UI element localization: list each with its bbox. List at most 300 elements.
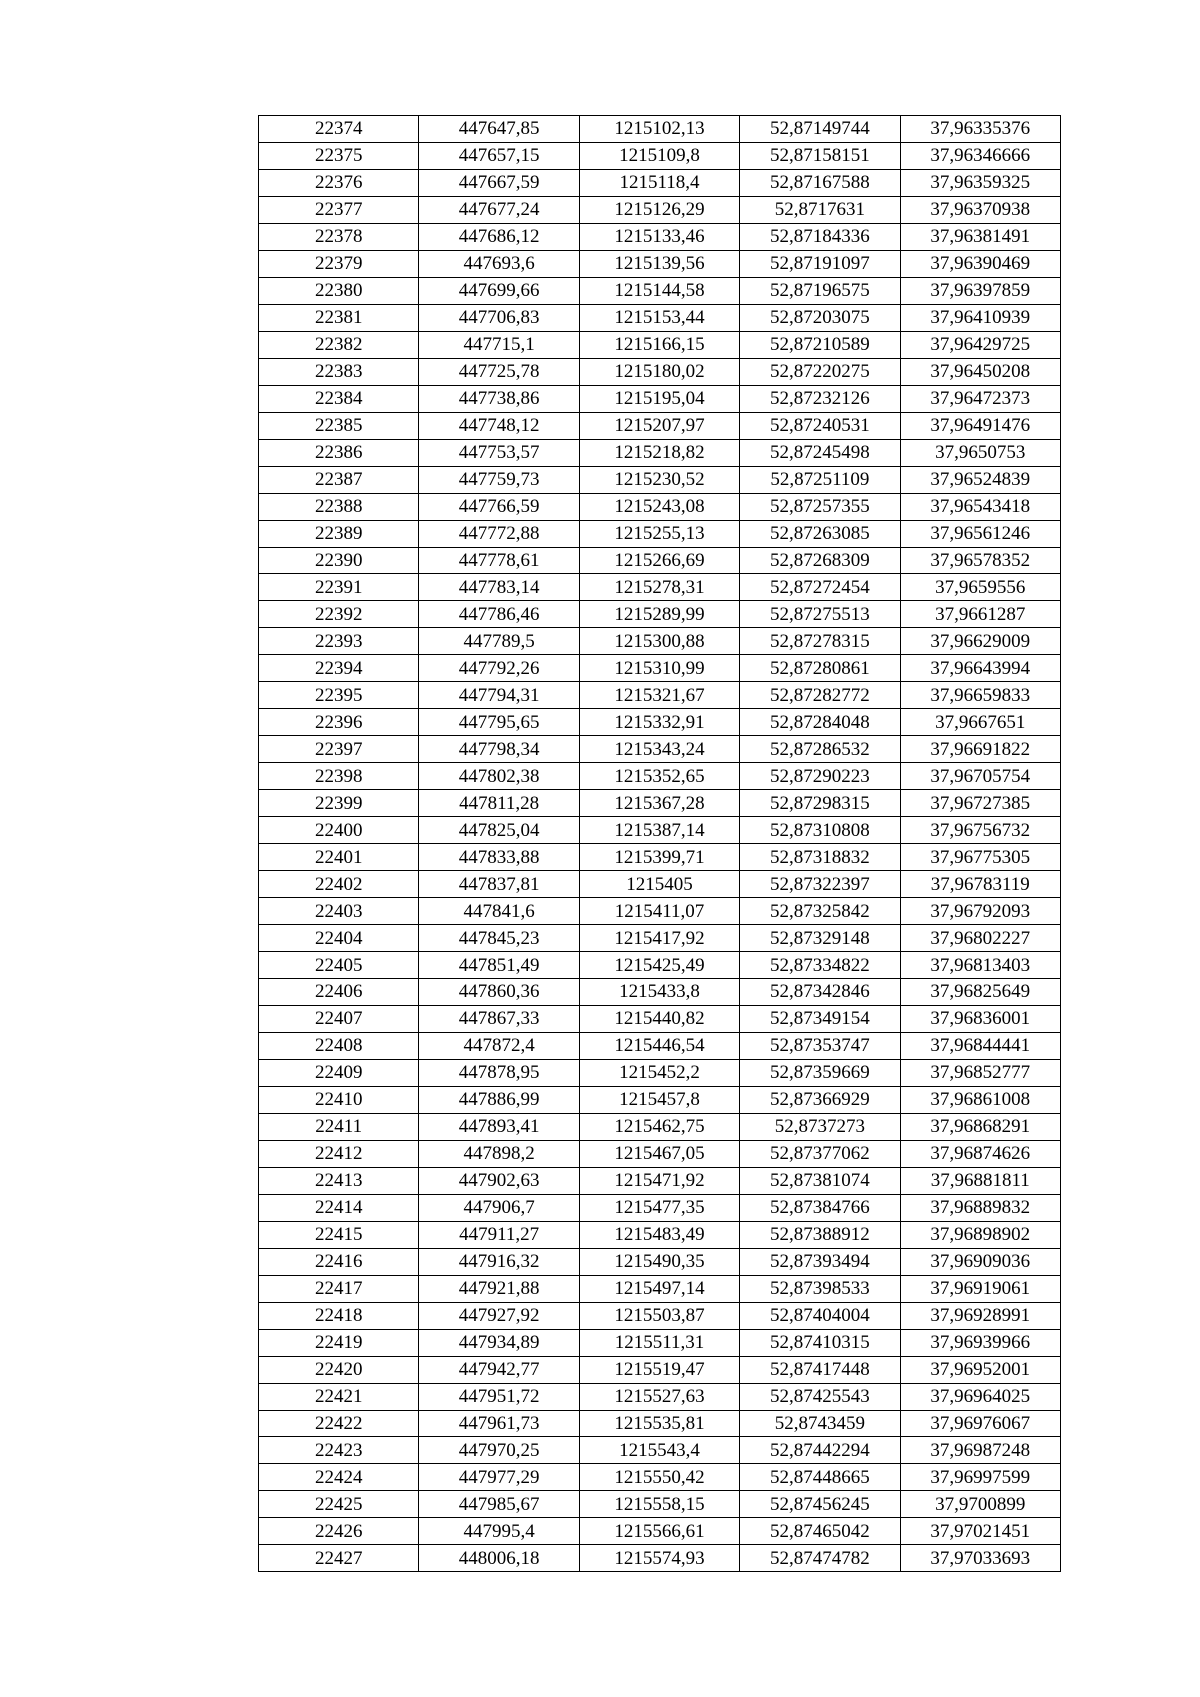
table-row — [259, 1005, 1061, 1032]
latitude-cell: 52,87404004 — [740, 1302, 900, 1329]
x-coordinate-cell: 447686,12 — [419, 223, 579, 250]
longitude-cell: 37,96629009 — [900, 628, 1060, 655]
latitude-cell: 52,87417448 — [740, 1356, 900, 1383]
longitude-cell: 37,96939966 — [900, 1329, 1060, 1356]
point-number-cell: 22413 — [259, 1167, 419, 1194]
x-coordinate-cell: 447715,1 — [419, 331, 579, 358]
point-number-cell: 22422 — [259, 1410, 419, 1437]
table-row — [259, 1167, 1061, 1194]
table-row — [259, 520, 1061, 547]
longitude-cell: 37,96397859 — [900, 277, 1060, 304]
x-coordinate-cell: 447811,28 — [419, 790, 579, 817]
point-number-cell: 22410 — [259, 1086, 419, 1113]
latitude-cell: 52,87425543 — [740, 1383, 900, 1410]
latitude-cell: 52,87298315 — [740, 790, 900, 817]
latitude-cell: 52,87284048 — [740, 709, 900, 736]
point-number-cell: 22411 — [259, 1113, 419, 1140]
x-coordinate-cell: 447748,12 — [419, 412, 579, 439]
x-coordinate-cell: 447786,46 — [419, 601, 579, 628]
y-coordinate-cell: 1215289,99 — [579, 601, 739, 628]
latitude-cell: 52,87245498 — [740, 439, 900, 466]
point-number-cell: 22381 — [259, 304, 419, 331]
y-coordinate-cell: 1215144,58 — [579, 277, 739, 304]
point-number-cell: 22401 — [259, 844, 419, 871]
point-number-cell: 22416 — [259, 1248, 419, 1275]
point-number-cell: 22380 — [259, 277, 419, 304]
table-row — [259, 1464, 1061, 1491]
table-row — [259, 952, 1061, 979]
table-row — [259, 1221, 1061, 1248]
longitude-cell: 37,96578352 — [900, 547, 1060, 574]
y-coordinate-cell: 1215558,15 — [579, 1491, 739, 1518]
y-coordinate-cell: 1215352,65 — [579, 763, 739, 790]
latitude-cell: 52,87310808 — [740, 817, 900, 844]
table-row — [259, 116, 1061, 143]
y-coordinate-cell: 1215278,31 — [579, 574, 739, 601]
longitude-cell: 37,96928991 — [900, 1302, 1060, 1329]
latitude-cell: 52,87456245 — [740, 1491, 900, 1518]
table-row — [259, 1086, 1061, 1113]
y-coordinate-cell: 1215566,61 — [579, 1518, 739, 1545]
longitude-cell: 37,96370938 — [900, 196, 1060, 223]
latitude-cell: 52,87388912 — [740, 1221, 900, 1248]
y-coordinate-cell: 1215310,99 — [579, 655, 739, 682]
longitude-cell: 37,96561246 — [900, 520, 1060, 547]
coordinates-table — [258, 115, 1061, 1572]
latitude-cell: 52,87349154 — [740, 1005, 900, 1032]
x-coordinate-cell: 447759,73 — [419, 466, 579, 493]
latitude-cell: 52,87342846 — [740, 979, 900, 1006]
latitude-cell: 52,8717631 — [740, 196, 900, 223]
y-coordinate-cell: 1215109,8 — [579, 142, 739, 169]
longitude-cell: 37,96335376 — [900, 116, 1060, 143]
longitude-cell: 37,96390469 — [900, 250, 1060, 277]
longitude-cell: 37,96861008 — [900, 1086, 1060, 1113]
point-number-cell: 22405 — [259, 952, 419, 979]
y-coordinate-cell: 1215433,8 — [579, 979, 739, 1006]
table-row — [259, 493, 1061, 520]
x-coordinate-cell: 448006,18 — [419, 1545, 579, 1572]
y-coordinate-cell: 1215102,13 — [579, 116, 739, 143]
y-coordinate-cell: 1215139,56 — [579, 250, 739, 277]
table-row — [259, 439, 1061, 466]
x-coordinate-cell: 447893,41 — [419, 1113, 579, 1140]
point-number-cell: 22387 — [259, 466, 419, 493]
longitude-cell: 37,96881811 — [900, 1167, 1060, 1194]
table-row — [259, 547, 1061, 574]
y-coordinate-cell: 1215387,14 — [579, 817, 739, 844]
longitude-cell: 37,96410939 — [900, 304, 1060, 331]
longitude-cell: 37,96874626 — [900, 1140, 1060, 1167]
table-row — [259, 196, 1061, 223]
point-number-cell: 22406 — [259, 979, 419, 1006]
point-number-cell: 22402 — [259, 871, 419, 898]
table-row — [259, 466, 1061, 493]
point-number-cell: 22389 — [259, 520, 419, 547]
table-row — [259, 601, 1061, 628]
point-number-cell: 22414 — [259, 1194, 419, 1221]
x-coordinate-cell: 447906,7 — [419, 1194, 579, 1221]
x-coordinate-cell: 447706,83 — [419, 304, 579, 331]
point-number-cell: 22421 — [259, 1383, 419, 1410]
x-coordinate-cell: 447792,26 — [419, 655, 579, 682]
point-number-cell: 22392 — [259, 601, 419, 628]
table-row — [259, 385, 1061, 412]
table-row — [259, 1140, 1061, 1167]
latitude-cell: 52,87448665 — [740, 1464, 900, 1491]
x-coordinate-cell: 447825,04 — [419, 817, 579, 844]
latitude-cell: 52,87322397 — [740, 871, 900, 898]
point-number-cell: 22382 — [259, 331, 419, 358]
x-coordinate-cell: 447657,15 — [419, 142, 579, 169]
y-coordinate-cell: 1215440,82 — [579, 1005, 739, 1032]
point-number-cell: 22423 — [259, 1437, 419, 1464]
table-row — [259, 331, 1061, 358]
y-coordinate-cell: 1215166,15 — [579, 331, 739, 358]
longitude-cell: 37,96976067 — [900, 1410, 1060, 1437]
table-row — [259, 1059, 1061, 1086]
y-coordinate-cell: 1215411,07 — [579, 898, 739, 925]
x-coordinate-cell: 447995,4 — [419, 1518, 579, 1545]
latitude-cell: 52,87442294 — [740, 1437, 900, 1464]
latitude-cell: 52,87280861 — [740, 655, 900, 682]
y-coordinate-cell: 1215425,49 — [579, 952, 739, 979]
latitude-cell: 52,87393494 — [740, 1248, 900, 1275]
x-coordinate-cell: 447985,67 — [419, 1491, 579, 1518]
table-row — [259, 1518, 1061, 1545]
table-row — [259, 412, 1061, 439]
longitude-cell: 37,96346666 — [900, 142, 1060, 169]
table-row — [259, 304, 1061, 331]
longitude-cell: 37,96783119 — [900, 871, 1060, 898]
longitude-cell: 37,96813403 — [900, 952, 1060, 979]
table-row — [259, 277, 1061, 304]
latitude-cell: 52,87325842 — [740, 898, 900, 925]
y-coordinate-cell: 1215180,02 — [579, 358, 739, 385]
latitude-cell: 52,87196575 — [740, 277, 900, 304]
table-row — [259, 871, 1061, 898]
table-row — [259, 1329, 1061, 1356]
x-coordinate-cell: 447867,33 — [419, 1005, 579, 1032]
y-coordinate-cell: 1215511,31 — [579, 1329, 739, 1356]
table-row — [259, 736, 1061, 763]
longitude-cell: 37,96836001 — [900, 1005, 1060, 1032]
x-coordinate-cell: 447970,25 — [419, 1437, 579, 1464]
x-coordinate-cell: 447738,86 — [419, 385, 579, 412]
latitude-cell: 52,87398533 — [740, 1275, 900, 1302]
y-coordinate-cell: 1215118,4 — [579, 169, 739, 196]
latitude-cell: 52,87410315 — [740, 1329, 900, 1356]
latitude-cell: 52,87465042 — [740, 1518, 900, 1545]
point-number-cell: 22424 — [259, 1464, 419, 1491]
x-coordinate-cell: 447837,81 — [419, 871, 579, 898]
x-coordinate-cell: 447795,65 — [419, 709, 579, 736]
point-number-cell: 22378 — [259, 223, 419, 250]
latitude-cell: 52,87240531 — [740, 412, 900, 439]
latitude-cell: 52,87275513 — [740, 601, 900, 628]
longitude-cell: 37,96792093 — [900, 898, 1060, 925]
y-coordinate-cell: 1215417,92 — [579, 925, 739, 952]
y-coordinate-cell: 1215300,88 — [579, 628, 739, 655]
latitude-cell: 52,87232126 — [740, 385, 900, 412]
longitude-cell: 37,96802227 — [900, 925, 1060, 952]
latitude-cell: 52,87384766 — [740, 1194, 900, 1221]
table-row — [259, 763, 1061, 790]
table-row — [259, 790, 1061, 817]
point-number-cell: 22376 — [259, 169, 419, 196]
x-coordinate-cell: 447902,63 — [419, 1167, 579, 1194]
table-row — [259, 142, 1061, 169]
table-row — [259, 844, 1061, 871]
x-coordinate-cell: 447783,14 — [419, 574, 579, 601]
table-row — [259, 925, 1061, 952]
latitude-cell: 52,87334822 — [740, 952, 900, 979]
table-row — [259, 358, 1061, 385]
point-number-cell: 22395 — [259, 682, 419, 709]
y-coordinate-cell: 1215243,08 — [579, 493, 739, 520]
longitude-cell: 37,96825649 — [900, 979, 1060, 1006]
latitude-cell: 52,87167588 — [740, 169, 900, 196]
y-coordinate-cell: 1215343,24 — [579, 736, 739, 763]
x-coordinate-cell: 447934,89 — [419, 1329, 579, 1356]
point-number-cell: 22427 — [259, 1545, 419, 1572]
y-coordinate-cell: 1215367,28 — [579, 790, 739, 817]
table-row — [259, 223, 1061, 250]
longitude-cell: 37,96997599 — [900, 1464, 1060, 1491]
y-coordinate-cell: 1215446,54 — [579, 1032, 739, 1059]
table-row — [259, 628, 1061, 655]
longitude-cell: 37,96491476 — [900, 412, 1060, 439]
point-number-cell: 22407 — [259, 1005, 419, 1032]
x-coordinate-cell: 447693,6 — [419, 250, 579, 277]
x-coordinate-cell: 447977,29 — [419, 1464, 579, 1491]
x-coordinate-cell: 447961,73 — [419, 1410, 579, 1437]
x-coordinate-cell: 447772,88 — [419, 520, 579, 547]
longitude-cell: 37,96964025 — [900, 1383, 1060, 1410]
x-coordinate-cell: 447851,49 — [419, 952, 579, 979]
x-coordinate-cell: 447699,66 — [419, 277, 579, 304]
point-number-cell: 22391 — [259, 574, 419, 601]
longitude-cell: 37,9667651 — [900, 709, 1060, 736]
x-coordinate-cell: 447647,85 — [419, 116, 579, 143]
y-coordinate-cell: 1215218,82 — [579, 439, 739, 466]
longitude-cell: 37,96429725 — [900, 331, 1060, 358]
table-row — [259, 574, 1061, 601]
x-coordinate-cell: 447789,5 — [419, 628, 579, 655]
latitude-cell: 52,87353747 — [740, 1032, 900, 1059]
point-number-cell: 22398 — [259, 763, 419, 790]
latitude-cell: 52,87191097 — [740, 250, 900, 277]
table-row — [259, 1248, 1061, 1275]
table-row — [259, 1113, 1061, 1140]
x-coordinate-cell: 447872,4 — [419, 1032, 579, 1059]
longitude-cell: 37,97033693 — [900, 1545, 1060, 1572]
x-coordinate-cell: 447942,77 — [419, 1356, 579, 1383]
y-coordinate-cell: 1215405 — [579, 871, 739, 898]
latitude-cell: 52,87272454 — [740, 574, 900, 601]
longitude-cell: 37,96952001 — [900, 1356, 1060, 1383]
table-row — [259, 1275, 1061, 1302]
longitude-cell: 37,9650753 — [900, 439, 1060, 466]
longitude-cell: 37,96756732 — [900, 817, 1060, 844]
point-number-cell: 22415 — [259, 1221, 419, 1248]
y-coordinate-cell: 1215574,93 — [579, 1545, 739, 1572]
x-coordinate-cell: 447916,32 — [419, 1248, 579, 1275]
latitude-cell: 52,87251109 — [740, 466, 900, 493]
longitude-cell: 37,96889832 — [900, 1194, 1060, 1221]
latitude-cell: 52,87278315 — [740, 628, 900, 655]
y-coordinate-cell: 1215457,8 — [579, 1086, 739, 1113]
x-coordinate-cell: 447841,6 — [419, 898, 579, 925]
latitude-cell: 52,87257355 — [740, 493, 900, 520]
latitude-cell: 52,87282772 — [740, 682, 900, 709]
x-coordinate-cell: 447927,92 — [419, 1302, 579, 1329]
longitude-cell: 37,97021451 — [900, 1518, 1060, 1545]
x-coordinate-cell: 447725,78 — [419, 358, 579, 385]
y-coordinate-cell: 1215332,91 — [579, 709, 739, 736]
point-number-cell: 22388 — [259, 493, 419, 520]
point-number-cell: 22412 — [259, 1140, 419, 1167]
longitude-cell: 37,96898902 — [900, 1221, 1060, 1248]
point-number-cell: 22408 — [259, 1032, 419, 1059]
table-row — [259, 709, 1061, 736]
y-coordinate-cell: 1215467,05 — [579, 1140, 739, 1167]
point-number-cell: 22417 — [259, 1275, 419, 1302]
latitude-cell: 52,87318832 — [740, 844, 900, 871]
table-row — [259, 655, 1061, 682]
x-coordinate-cell: 447833,88 — [419, 844, 579, 871]
longitude-cell: 37,96524839 — [900, 466, 1060, 493]
x-coordinate-cell: 447798,34 — [419, 736, 579, 763]
table-row — [259, 1410, 1061, 1437]
y-coordinate-cell: 1215503,87 — [579, 1302, 739, 1329]
x-coordinate-cell: 447878,95 — [419, 1059, 579, 1086]
point-number-cell: 22403 — [259, 898, 419, 925]
table-row — [259, 1437, 1061, 1464]
point-number-cell: 22386 — [259, 439, 419, 466]
table-row — [259, 817, 1061, 844]
x-coordinate-cell: 447802,38 — [419, 763, 579, 790]
point-number-cell: 22384 — [259, 385, 419, 412]
latitude-cell: 52,87210589 — [740, 331, 900, 358]
longitude-cell: 37,96643994 — [900, 655, 1060, 682]
point-number-cell: 22426 — [259, 1518, 419, 1545]
y-coordinate-cell: 1215126,29 — [579, 196, 739, 223]
point-number-cell: 22377 — [259, 196, 419, 223]
x-coordinate-cell: 447921,88 — [419, 1275, 579, 1302]
longitude-cell: 37,9661287 — [900, 601, 1060, 628]
point-number-cell: 22390 — [259, 547, 419, 574]
table-row — [259, 1356, 1061, 1383]
point-number-cell: 22394 — [259, 655, 419, 682]
table-row — [259, 1032, 1061, 1059]
x-coordinate-cell: 447951,72 — [419, 1383, 579, 1410]
longitude-cell: 37,96909036 — [900, 1248, 1060, 1275]
y-coordinate-cell: 1215527,63 — [579, 1383, 739, 1410]
table-row — [259, 1491, 1061, 1518]
latitude-cell: 52,87474782 — [740, 1545, 900, 1572]
point-number-cell: 22399 — [259, 790, 419, 817]
point-number-cell: 22419 — [259, 1329, 419, 1356]
table-row — [259, 169, 1061, 196]
y-coordinate-cell: 1215550,42 — [579, 1464, 739, 1491]
y-coordinate-cell: 1215471,92 — [579, 1167, 739, 1194]
latitude-cell: 52,87377062 — [740, 1140, 900, 1167]
y-coordinate-cell: 1215266,69 — [579, 547, 739, 574]
point-number-cell: 22396 — [259, 709, 419, 736]
latitude-cell: 52,87329148 — [740, 925, 900, 952]
x-coordinate-cell: 447667,59 — [419, 169, 579, 196]
table-row — [259, 979, 1061, 1006]
latitude-cell: 52,8737273 — [740, 1113, 900, 1140]
x-coordinate-cell: 447845,23 — [419, 925, 579, 952]
latitude-cell: 52,87158151 — [740, 142, 900, 169]
y-coordinate-cell: 1215452,2 — [579, 1059, 739, 1086]
table-row — [259, 250, 1061, 277]
x-coordinate-cell: 447794,31 — [419, 682, 579, 709]
table-row — [259, 1383, 1061, 1410]
longitude-cell: 37,96844441 — [900, 1032, 1060, 1059]
longitude-cell: 37,96543418 — [900, 493, 1060, 520]
point-number-cell: 22397 — [259, 736, 419, 763]
longitude-cell: 37,96359325 — [900, 169, 1060, 196]
y-coordinate-cell: 1215133,46 — [579, 223, 739, 250]
longitude-cell: 37,96987248 — [900, 1437, 1060, 1464]
longitude-cell: 37,96691822 — [900, 736, 1060, 763]
table-row — [259, 1302, 1061, 1329]
x-coordinate-cell: 447766,59 — [419, 493, 579, 520]
point-number-cell: 22393 — [259, 628, 419, 655]
longitude-cell: 37,96868291 — [900, 1113, 1060, 1140]
y-coordinate-cell: 1215543,4 — [579, 1437, 739, 1464]
x-coordinate-cell: 447860,36 — [419, 979, 579, 1006]
latitude-cell: 52,87220275 — [740, 358, 900, 385]
table-row — [259, 1545, 1061, 1572]
longitude-cell: 37,96852777 — [900, 1059, 1060, 1086]
y-coordinate-cell: 1215230,52 — [579, 466, 739, 493]
y-coordinate-cell: 1215153,44 — [579, 304, 739, 331]
y-coordinate-cell: 1215399,71 — [579, 844, 739, 871]
x-coordinate-cell: 447753,57 — [419, 439, 579, 466]
table-row — [259, 898, 1061, 925]
y-coordinate-cell: 1215519,47 — [579, 1356, 739, 1383]
y-coordinate-cell: 1215535,81 — [579, 1410, 739, 1437]
point-number-cell: 22375 — [259, 142, 419, 169]
point-number-cell: 22379 — [259, 250, 419, 277]
x-coordinate-cell: 447911,27 — [419, 1221, 579, 1248]
point-number-cell: 22385 — [259, 412, 419, 439]
longitude-cell: 37,96450208 — [900, 358, 1060, 385]
coordinates-table-body — [259, 116, 1061, 1572]
longitude-cell: 37,96472373 — [900, 385, 1060, 412]
y-coordinate-cell: 1215490,35 — [579, 1248, 739, 1275]
y-coordinate-cell: 1215497,14 — [579, 1275, 739, 1302]
longitude-cell: 37,96381491 — [900, 223, 1060, 250]
point-number-cell: 22425 — [259, 1491, 419, 1518]
point-number-cell: 22418 — [259, 1302, 419, 1329]
latitude-cell: 52,87381074 — [740, 1167, 900, 1194]
latitude-cell: 52,87286532 — [740, 736, 900, 763]
longitude-cell: 37,96919061 — [900, 1275, 1060, 1302]
x-coordinate-cell: 447886,99 — [419, 1086, 579, 1113]
table-row — [259, 1194, 1061, 1221]
table-row — [259, 682, 1061, 709]
latitude-cell: 52,87268309 — [740, 547, 900, 574]
y-coordinate-cell: 1215477,35 — [579, 1194, 739, 1221]
latitude-cell: 52,87184336 — [740, 223, 900, 250]
latitude-cell: 52,87263085 — [740, 520, 900, 547]
y-coordinate-cell: 1215483,49 — [579, 1221, 739, 1248]
